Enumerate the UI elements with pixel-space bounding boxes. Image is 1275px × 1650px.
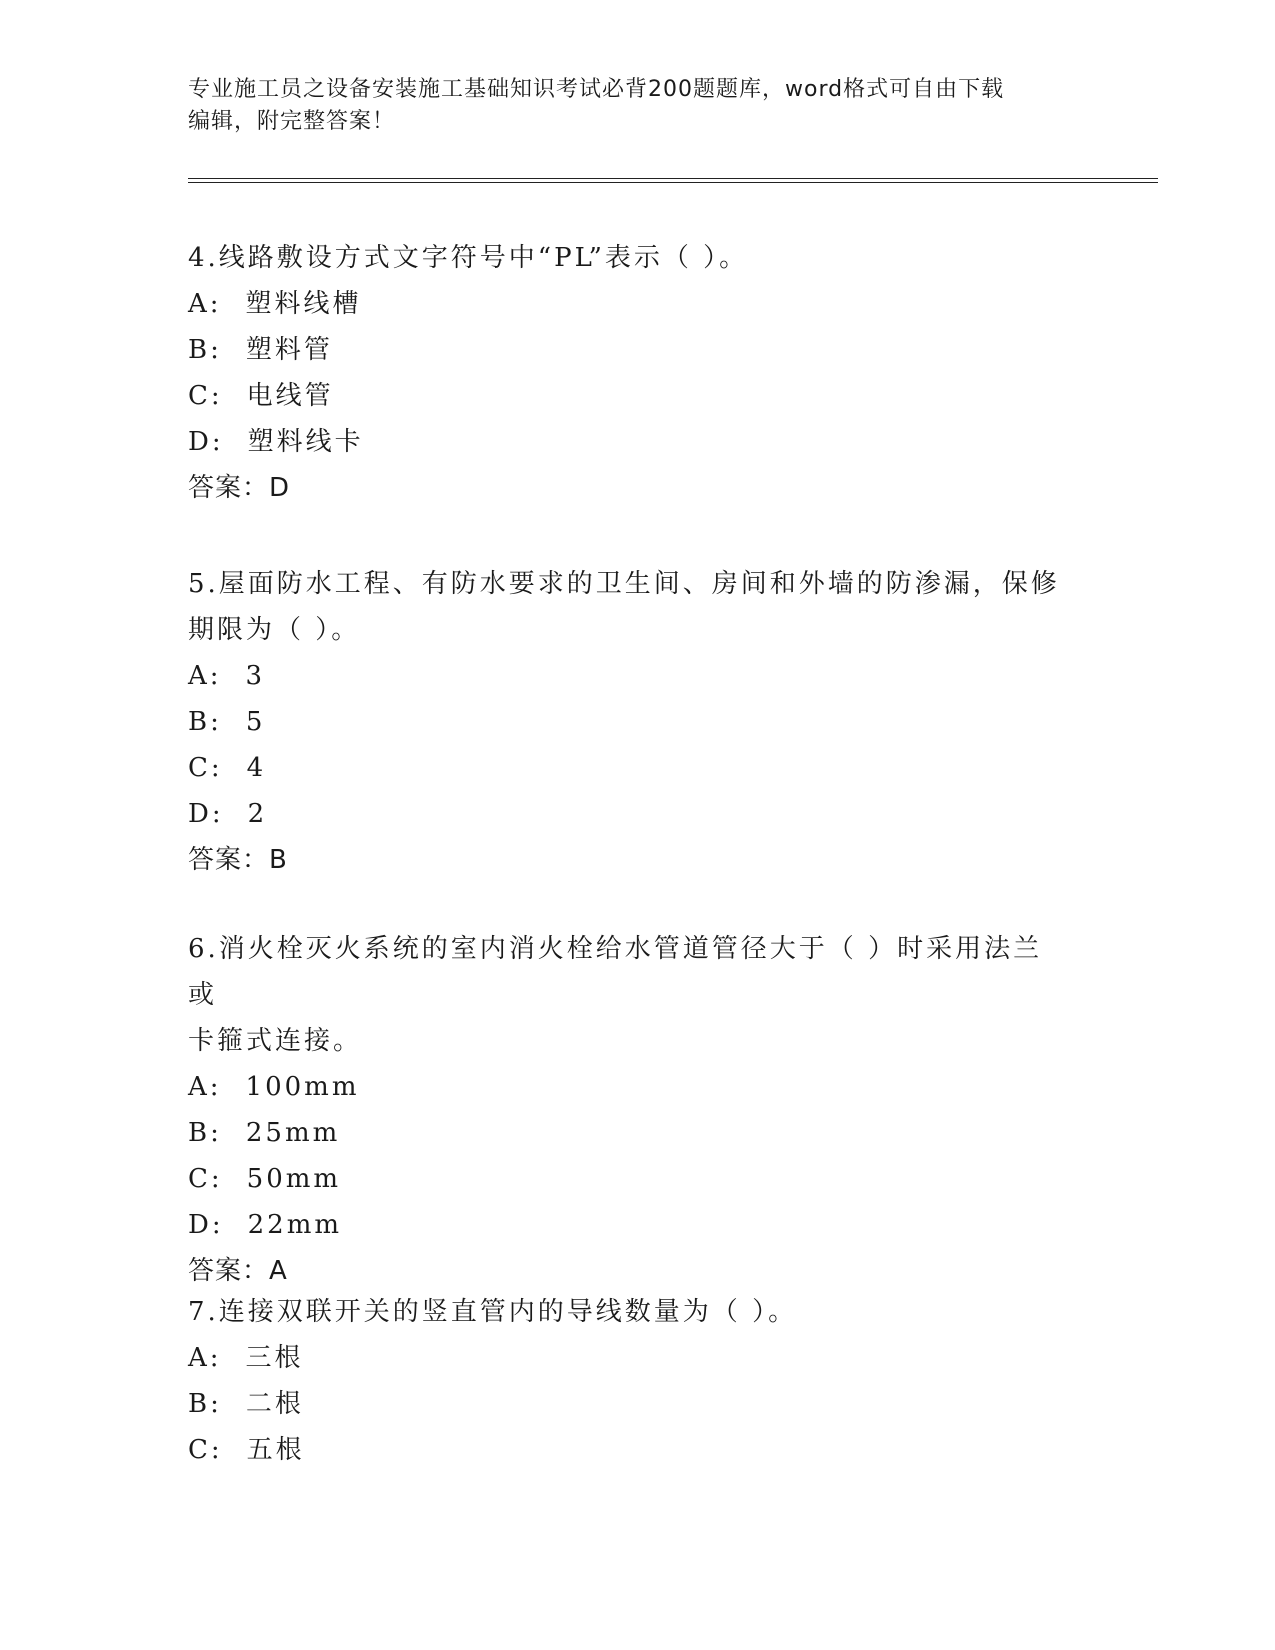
option-d bbox=[188, 1202, 1068, 1248]
option-text: 22mm bbox=[247, 1210, 343, 1240]
option-letter: A: bbox=[188, 1072, 222, 1102]
option-letter: C: bbox=[188, 1164, 223, 1194]
option-letter: C: bbox=[188, 381, 223, 411]
option-text: 2 bbox=[247, 799, 268, 829]
option-a bbox=[188, 1064, 1068, 1110]
question-stem: 4.线路敷设方式文字符号中“PL”表示（ ）。 bbox=[188, 243, 749, 273]
option-text: 二根 bbox=[245, 1389, 304, 1419]
option-text: 三根 bbox=[245, 1343, 304, 1373]
question-stem-line2: 卡箍式连接。 bbox=[188, 1026, 363, 1056]
option-c bbox=[188, 1156, 1068, 1202]
answer-label: 答案：B bbox=[188, 845, 288, 875]
option-c bbox=[188, 1427, 1068, 1473]
option-d bbox=[188, 791, 1068, 837]
option-letter: C: bbox=[188, 753, 223, 783]
option-text: 电线管 bbox=[246, 381, 334, 411]
option-letter: D: bbox=[188, 427, 224, 457]
option-letter: D: bbox=[188, 1210, 224, 1240]
option-text: 五根 bbox=[246, 1435, 305, 1465]
header-title-line2: 编辑，附完整答案！ bbox=[188, 109, 396, 134]
option-letter: A: bbox=[188, 289, 222, 319]
option-b bbox=[188, 699, 1068, 745]
option-text: 50mm bbox=[246, 1164, 342, 1194]
option-text: 100mm bbox=[245, 1072, 360, 1102]
question-6 bbox=[188, 926, 1068, 1294]
header-divider-bottom bbox=[188, 182, 1158, 183]
header-title-line1: 专业施工员之设备安装施工基础知识考试必背200题题库，word格式可自由下载 bbox=[188, 77, 1005, 102]
option-d bbox=[188, 419, 1068, 465]
option-letter: B: bbox=[188, 335, 222, 365]
option-text: 25mm bbox=[245, 1118, 341, 1148]
option-c bbox=[188, 373, 1068, 419]
question-stem-line1: 6.消火栓灭火系统的室内消火栓给水管道管径大于（ ）时采用法兰或 bbox=[188, 934, 1043, 1010]
option-text: 4 bbox=[246, 753, 267, 783]
question-stem-line1: 5.屋面防水工程、有防水要求的卫生间、房间和外墙的防渗漏，保修 bbox=[188, 569, 1060, 599]
question-7 bbox=[188, 1289, 1068, 1473]
option-letter: B: bbox=[188, 1389, 222, 1419]
answer-label: 答案：A bbox=[188, 1256, 288, 1286]
option-text: 塑料线卡 bbox=[247, 427, 364, 457]
option-b bbox=[188, 1381, 1068, 1427]
answer-label: 答案：D bbox=[188, 473, 291, 503]
option-text: 塑料管 bbox=[245, 335, 333, 365]
option-text: 5 bbox=[245, 707, 266, 737]
option-letter: B: bbox=[188, 1118, 222, 1148]
option-letter: D: bbox=[188, 799, 224, 829]
option-b bbox=[188, 1110, 1068, 1156]
option-letter: A: bbox=[188, 1343, 222, 1373]
option-a bbox=[188, 281, 1068, 327]
option-letter: C: bbox=[188, 1435, 223, 1465]
question-5 bbox=[188, 561, 1068, 883]
question-stem: 7.连接双联开关的竖直管内的导线数量为（ ）。 bbox=[188, 1297, 798, 1327]
option-text: 3 bbox=[245, 661, 266, 691]
option-a bbox=[188, 1335, 1068, 1381]
question-stem-line2: 期限为（ ）。 bbox=[188, 615, 361, 645]
header-divider-top bbox=[188, 178, 1158, 179]
option-c bbox=[188, 745, 1068, 791]
option-a bbox=[188, 653, 1068, 699]
question-4 bbox=[188, 235, 1068, 511]
option-letter: A: bbox=[188, 661, 222, 691]
option-b bbox=[188, 327, 1068, 373]
document-header bbox=[188, 74, 1088, 138]
option-letter: B: bbox=[188, 707, 222, 737]
option-text: 塑料线槽 bbox=[245, 289, 362, 319]
